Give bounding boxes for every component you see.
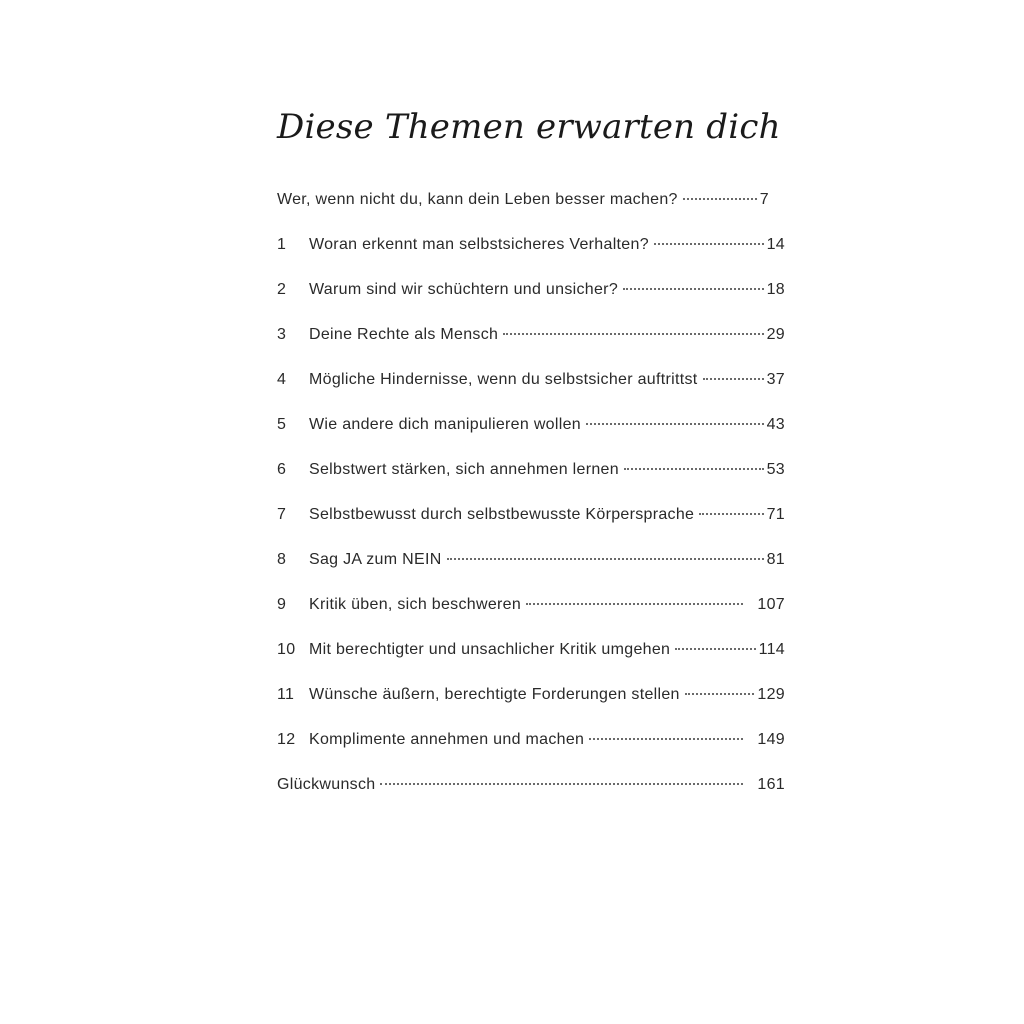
toc-entry-label: Woran erkennt man selbstsicheres Verhalten?	[309, 236, 649, 253]
toc-entry-number: 2	[277, 281, 287, 298]
toc-entry	[277, 362, 785, 407]
toc-leader-dots	[623, 288, 764, 290]
toc-entry	[277, 317, 785, 362]
table-of-contents	[277, 100, 785, 812]
toc-entry-page: 149	[757, 731, 785, 748]
toc-entry	[277, 677, 785, 722]
toc-entry-page: 114	[758, 641, 785, 658]
toc-entry-page: 81	[766, 551, 785, 568]
toc-entry-number: 8	[277, 551, 287, 568]
toc-entry-page: 14	[766, 236, 785, 253]
toc-leader-dots	[683, 198, 757, 200]
toc-entry-label: Selbstwert stärken, sich annehmen lernen	[309, 461, 619, 478]
toc-entry-number: 11	[277, 686, 295, 703]
toc-entry-number: 9	[277, 596, 287, 613]
toc-entry	[277, 227, 785, 272]
toc-entry	[277, 182, 785, 227]
toc-entry	[277, 587, 785, 632]
toc-entry-page: 7	[759, 191, 769, 208]
toc-leader-dots	[380, 783, 743, 785]
toc-entry-label: Komplimente annehmen und machen	[309, 731, 585, 748]
toc-entry-number: 6	[277, 461, 287, 478]
toc-entry-label: Sag JA zum NEIN	[309, 551, 442, 568]
toc-entry-number: 5	[277, 416, 287, 433]
toc-entry-page: 37	[766, 371, 785, 388]
toc-entry-label: Selbstbewusst durch selbstbewusste Körpersprache	[309, 506, 695, 523]
toc-entry-label: Mit berechtigter und unsachlicher Kritik umgehen	[309, 641, 671, 658]
toc-entry	[277, 407, 785, 452]
toc-entry-label: Wünsche äußern, berechtigte Forderungen stellen	[309, 686, 680, 703]
toc-entry-label: Kritik üben, sich beschweren	[309, 596, 522, 613]
toc-entry-page: 18	[766, 281, 785, 298]
toc-entry-number: 7	[277, 506, 287, 523]
toc-leader-dots	[685, 693, 755, 695]
toc-leader-dots	[589, 738, 743, 740]
toc-entry	[277, 452, 785, 497]
toc-entry-page: 129	[757, 686, 785, 703]
toc-entry-number: 10	[277, 641, 296, 658]
toc-entry-page: 43	[766, 416, 785, 433]
toc-entry-page: 161	[757, 776, 785, 793]
toc-leader-dots	[586, 423, 764, 425]
toc-entry-page: 71	[766, 506, 785, 523]
toc-leader-dots	[675, 648, 755, 650]
toc-leader-dots	[503, 333, 763, 335]
toc-leader-dots	[654, 243, 764, 245]
toc-entry-label: Deine Rechte als Mensch	[309, 326, 499, 343]
toc-entry	[277, 767, 785, 812]
toc-entry-number: 3	[277, 326, 287, 343]
toc-entry	[277, 632, 785, 677]
toc-entry-label: Warum sind wir schüchtern und unsicher?	[309, 281, 619, 298]
toc-leader-dots	[624, 468, 764, 470]
toc-entry-label: Glückwunsch	[277, 776, 376, 793]
toc-entry	[277, 542, 785, 587]
toc-leader-dots	[447, 558, 764, 560]
toc-entry-label: Wie andere dich manipulieren wollen	[309, 416, 581, 433]
toc-entry	[277, 497, 785, 542]
toc-entry-page: 107	[757, 596, 785, 613]
toc-leader-dots	[703, 378, 764, 380]
toc-leader-dots	[699, 513, 763, 515]
page-title: Diese Themen erwarten dich	[277, 107, 781, 147]
toc-entry	[277, 722, 785, 767]
toc-entry	[277, 272, 785, 317]
toc-entry-number: 1	[277, 236, 287, 253]
toc-entry-number: 12	[277, 731, 296, 748]
toc-leader-dots	[526, 603, 743, 605]
toc-entry-page: 53	[766, 461, 785, 478]
toc-list	[277, 182, 785, 812]
toc-entry-label: Mögliche Hindernisse, wenn du selbstsicher auftrittst	[309, 371, 698, 388]
toc-entry-label: Wer, wenn nicht du, kann dein Leben besser machen?	[277, 191, 678, 208]
toc-entry-page: 29	[766, 326, 785, 343]
toc-entry-number: 4	[277, 371, 287, 388]
